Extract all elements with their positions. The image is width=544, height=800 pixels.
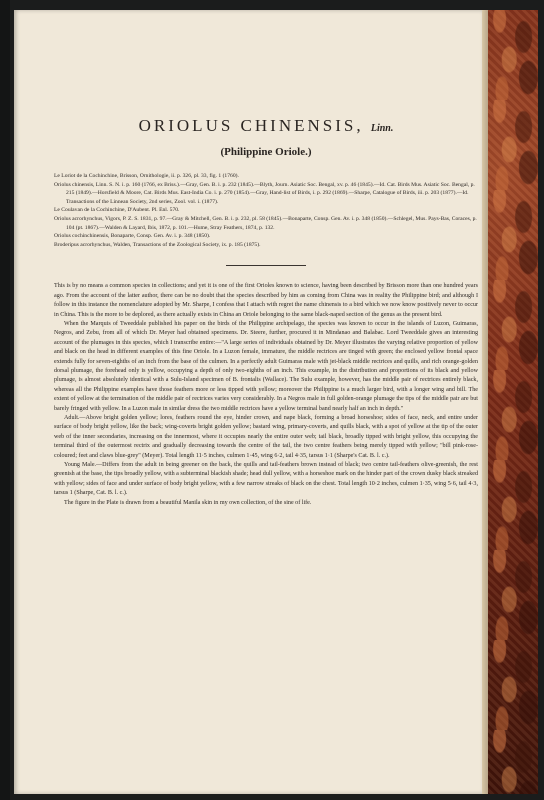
paragraph: The figure in the Plate is drawn from a beautiful Manila skin in my own collection, of the sine of life. xyxy=(64,499,312,506)
paragraph: Young Male.—Differs from the adult in being greener on the back, the quills and tail-feathers brown instead of black; two centre tail-feathers olive-greenish, the rest greenish at the base, the tips broadly yellow, with a subterminal blackish shade; head dull yellow, with a horseshoe mark on the hinder part of the crown dusky black streaked with yellow; sides of face and under surface of body bright yellow, with a few narrow streaks of black on the chest. Total length 10·2 inches, culmen 1·35, wing 5·6, tail 4·3, tarsus 1 (Sharpe, Cat. B. l. c.). xyxy=(54,462,478,497)
common-name: (Philippine Oriole.) xyxy=(220,146,312,158)
marbled-binding xyxy=(482,10,538,794)
paragraph: When the Marquis of Tweeddale published his paper on the birds of the Philippine archipelago, the species was known to occur in the islands of Luzon, Guimaras, Negros, and Zebu, from all of which Dr. Meyer had obtained specimens. Dr. Steere, further, procured it in Mindanao and Balabac. Lord Tweeddale gives an interesting account of the plumages in this species, which I transcribe entire:—"A large series of individuals obtained by Dr. Meyer illustrates the varying relative proportion of yellow and black on the head in different examples of this fine Oriole. In a Luzon female, immature, the middle rectrices are tinged with green; the enclosed yellow frontal space extends fully for seven-eighths of an inch from the base of the culmen. In a perfectly adult Guimaras male with jet-black middle rectrices and quills, and rich orange-golden dorsal plumage, the forehead only is yellow, occupying a depth of only two-eighths of an inch. This example, in the distribution and proportions of its black and yellow plumage, is almost absolutely identical with a Sulu-Island specimen of B. frontalis (Wallace). The Sulu example, however, has the middle pair of rectrices entirely black, whereas all the Philippine examples have those feathers more or less tipped with yellow; moreover the Philippine is a much larger bird, with a longer wing and bill. The extent of yellow at the termination of the middle pair of rectrices varies very considerably. In a Negros male in full golden-orange plumage the tips of the middle pair are but barely fringed with yellow. In a Luzon male in similar dress the two middle rectrices have a yellow terminal band nearly half an inch in depth." xyxy=(54,320,478,412)
synonym-entry: Le Coulavan de la Cochinchine, D'Aubent. Pl. Enl. 570. xyxy=(54,207,180,214)
synonym-entry: Broderipus acrorhynchus, Walden, Transactions of the Zoological Society, ix. p. 185 (1875). xyxy=(54,241,261,248)
body-text xyxy=(54,282,478,508)
section-divider xyxy=(226,265,306,266)
synonymy-list xyxy=(54,172,478,249)
species-title xyxy=(54,116,478,136)
page-text xyxy=(54,74,478,508)
synonym-entry: Oriolus acrorhynchus, Vigors, P. Z. S. 1831, p. 97.—Gray & Mitchell, Gen. B. i. p. 232, pl. 58 (1845).—Bonaparte, Consp. Gen. Av. i. p. 348 (1850).—Schlegel, Mus. Pays-Bas, Coraces, p. 104 (pt. 1867).—Walden & Layard, Ibis, 1872, p. 101.—Hume, Stray Feathers, 1874, p. 132. xyxy=(54,215,477,231)
synonym-entry: Oriolus cochinchinensis, Bonaparte, Consp. Gen. Av. i. p. 348 (1850). xyxy=(54,233,211,240)
paragraph: Adult.—Above bright golden yellow; lores, feathers round the eye, hinder crown, and nape black, forming a broad horseshoe; sides of face, neck, and entire under surface of body bright yellow, like the back; wing-coverts bright golden yellow; bastard wing, primary-coverts, and quills black, with a spot of yellow at the tip of the outer web of the inner secondaries, increasing on the innermost, where it occupies nearly the entire outer web; tail black, broadly tipped with bright yellow, this occupying the terminal third of the outermost rectrix and gradually decreasing towards the centre of the tail, the two centre feathers being merely tipped with yellow; "bill pink-rose-coloured; feet and claws blue-grey" (Meyer). Total length 11·5 inches, culmen 1·45, wing 6·2, tail 4·35, tarsus 1·1 (Sharpe's Cat. B. l. c.). xyxy=(54,415,478,459)
paragraph: This is by no means a common species in collections; and yet it is one of the first Orioles known to science, having been described by Brisson more than one hundred years ago. From the account of the latter author, there can be no doubt that the species described by him as coming from China was in reality the Philippine bird; and although I follow in this instance the nomenclature adopted by Mr. Sharpe, I confess that I attach with regret the name chinensis to a bird which we now know positively never to occur in China. This is the more to be deplored, as there actually exists in China an Oriole belonging to the same black-naped section of the genus as the present bird. xyxy=(54,283,478,318)
synonym-entry: Le Loriot de la Cochinchine, Brisson, Ornithologie, ii. p. 326, pl. 33, fig. 1 (1760). xyxy=(54,173,239,179)
background-left xyxy=(0,0,10,800)
binding-pattern xyxy=(490,10,538,794)
title-text: ORIOLUS CHINENSIS, xyxy=(138,116,364,135)
synonym-entry: Oriolus chinensis, Linn. S. N. i. p. 160 (1766, ex Briss.).—Gray, Gen. B. i. p. 232 (1845).—Blyth, Journ. Asiatic Soc. Bengal, xv. p. 46 (1845).—Id. Cat. Birds Mus. Asiatic Soc. Bengal, p. 215 (1849).—Horsfield & Moore, Cat. Birds Mus. East-India Co. i. p. 270 (1854).—Gray, Hand-list of Birds, i. p. 292 (1869).—Sharpe, Catalogue of Birds, iii. p. 203 (1877).—Id. Transactions of the Linnean Society, 2nd series, Zool. vol. i. (1877). xyxy=(54,181,475,205)
title-author: Linn. xyxy=(370,123,394,134)
book-page xyxy=(14,10,482,794)
